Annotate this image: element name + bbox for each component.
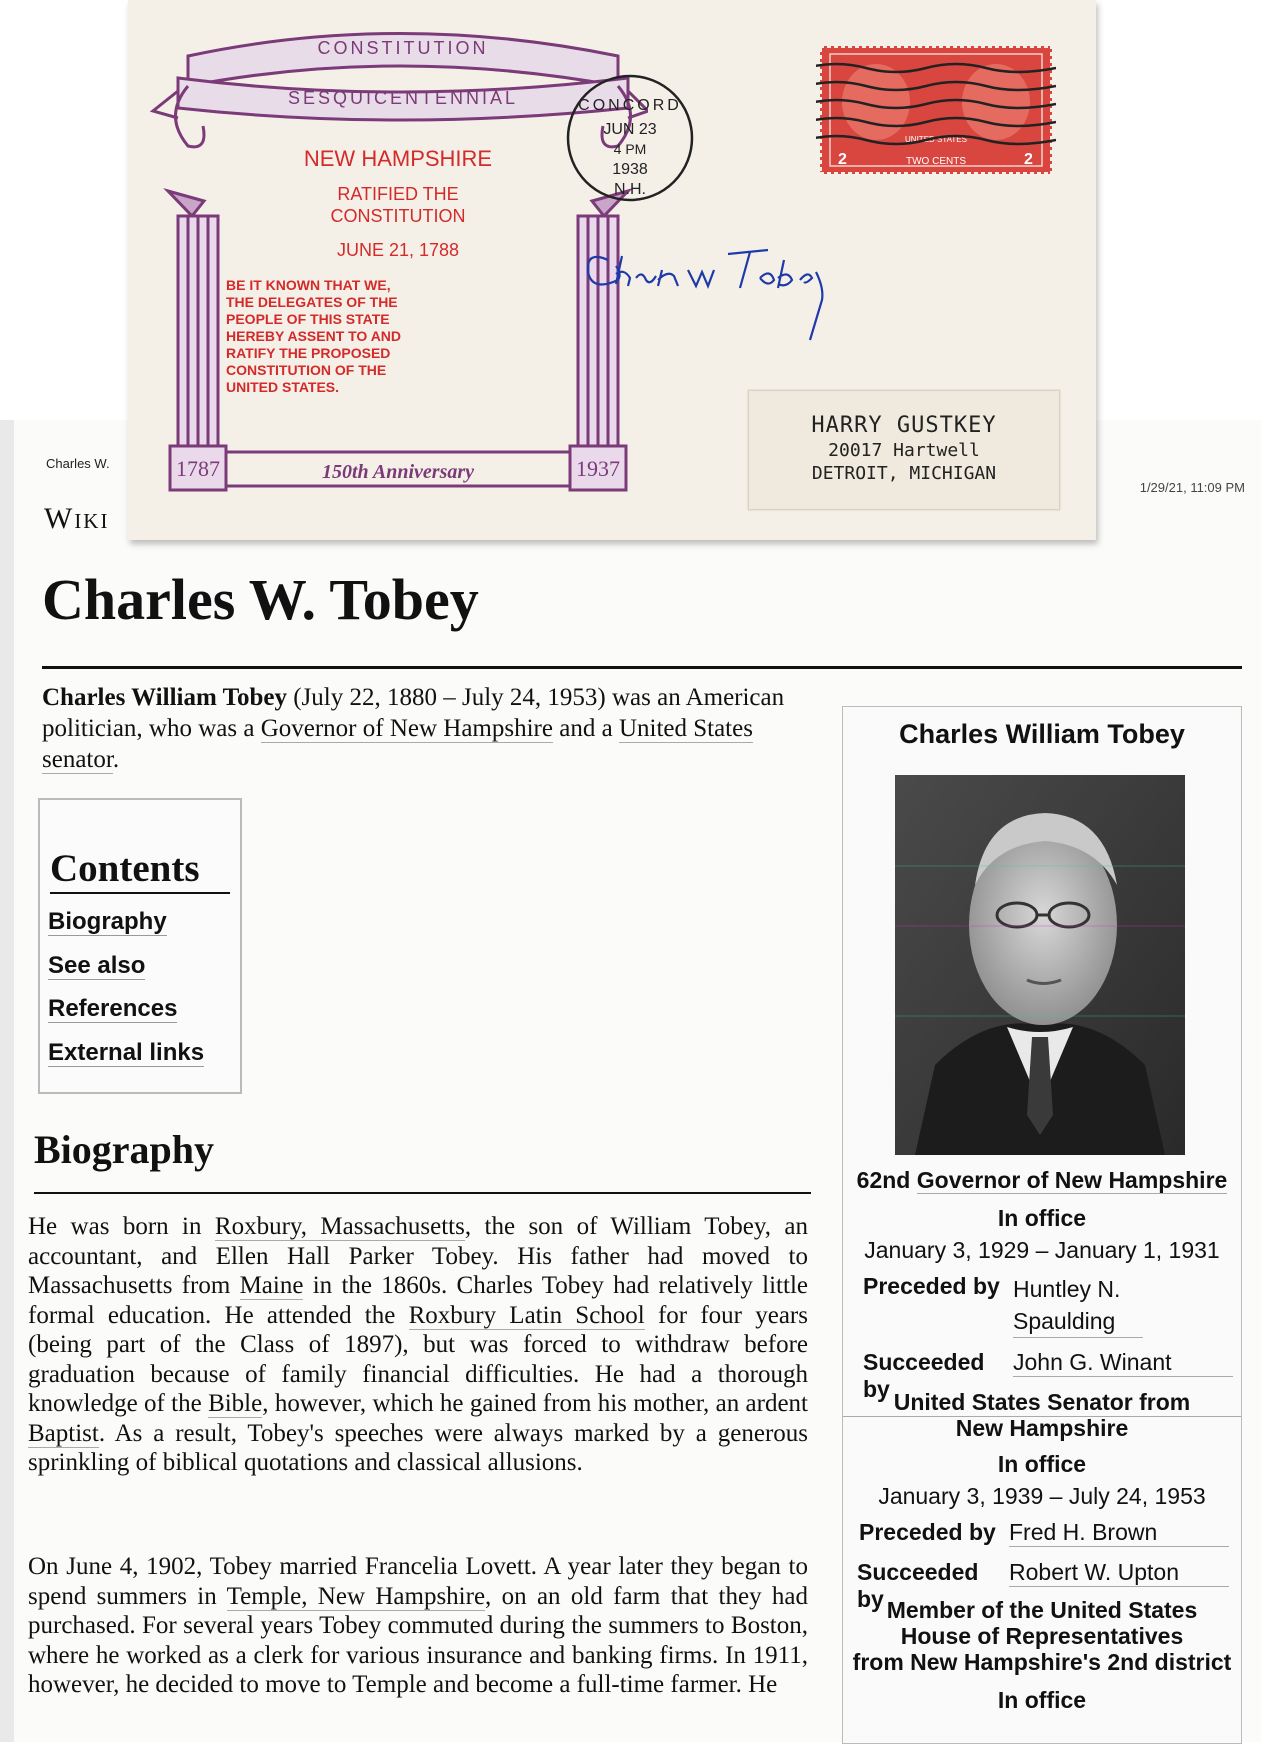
portrait-photo <box>895 775 1185 1155</box>
bio-text: He was born in <box>28 1213 215 1240</box>
title-divider <box>42 666 1242 669</box>
wiki-printout <box>0 420 1261 1742</box>
preceded-label: Preceded by <box>863 1273 1000 1299</box>
in-office-3: In office <box>997 1687 1087 1713</box>
biography-paragraph-2 <box>28 1552 808 1700</box>
first-day-cover-envelope <box>128 0 1096 540</box>
bio-text: . As a result, Tobey's speeches were always marked by a generous sprinkling of biblical quotations and classical allusions. <box>28 1419 808 1476</box>
toc-item-biography[interactable] <box>48 900 204 944</box>
succeeded-label: Succeeded by <box>857 1559 979 1612</box>
office-3-line-3[interactable]: from New Hampshire's 2nd district <box>852 1649 1232 1675</box>
lead-text: (July 22, 1880 – July 24, 1953) was an American politician, who was a <box>42 684 785 742</box>
banner-bottom-text: SESQUICENTENNIAL <box>287 88 519 108</box>
autograph-signature <box>578 230 838 350</box>
office-2-line-1[interactable]: United States Senator from <box>843 1389 1241 1417</box>
maine-link[interactable]: Maine <box>239 1272 304 1299</box>
cachet-date: JUNE 21, 1788 <box>336 240 460 260</box>
address-label <box>748 390 1060 510</box>
baptist-link[interactable]: Baptist <box>28 1419 99 1447</box>
toc-item-external-links[interactable] <box>48 1031 204 1075</box>
biography-paragraph-1 <box>28 1212 808 1478</box>
year-left: 1787 <box>176 456 220 481</box>
paper-edge <box>0 420 14 1742</box>
toc-item-label: Biography <box>48 908 167 935</box>
office-1 <box>843 1167 1241 1194</box>
address-city: DETROIT, MICHIGAN <box>811 463 997 484</box>
postmark-date: JUN 23 <box>603 121 657 138</box>
postmark-year: 1938 <box>612 161 648 178</box>
postmark-city: CONCORD <box>578 97 682 114</box>
proclamation-line: BE IT KNOWN THAT WE, <box>226 277 391 293</box>
cachet-state: NEW HAMPSHIRE <box>303 146 493 171</box>
stamp-value-right: 2 <box>1024 151 1033 168</box>
office-1-prefix: 62nd <box>856 1167 917 1193</box>
toc-title: Contents <box>50 847 200 890</box>
succeeded-label: Succeeded by <box>863 1349 985 1402</box>
lead-paragraph <box>42 682 832 775</box>
governor-link[interactable]: Governor of New Hampshire <box>260 715 553 742</box>
office-3-line-2[interactable]: House of Representatives <box>900 1623 1184 1649</box>
print-header-title: Charles W. <box>46 456 110 471</box>
postage-stamp <box>816 42 1056 178</box>
office-2-line-2[interactable]: New Hampshire <box>955 1415 1129 1441</box>
lead-text: and a <box>552 715 619 742</box>
infobox-title: Charles William Tobey <box>899 719 1185 749</box>
year-right: 1937 <box>576 456 620 481</box>
stamp-value-left: 2 <box>838 151 847 168</box>
in-office-2: In office <box>997 1451 1087 1477</box>
page-title: Charles W. Tobey <box>42 567 479 632</box>
proclamation-line: RATIFY THE PROPOSED <box>226 345 391 361</box>
toc-item-references[interactable] <box>48 987 204 1031</box>
proclamation-line: UNITED STATES. <box>226 379 340 395</box>
bible-link[interactable]: Bible <box>208 1390 263 1417</box>
biography-heading: Biography <box>34 1127 215 1172</box>
toc-list <box>48 900 204 1074</box>
roxbury-link[interactable]: Roxbury, Massachusetts <box>214 1213 465 1240</box>
preceded-label: Preceded by <box>859 1519 996 1545</box>
bio-text: , on an old farm that they had purchased. For several years Tobey commuted during the summers to Boston, where he worked as a clerk for various insurance and banking firms. In 1911, however, he decided to move to Temple and become a full-time farmer. He <box>28 1582 808 1698</box>
stamp-country: UNITED STATES <box>905 135 967 144</box>
stamp-denomination: TWO CENTS <box>906 156 966 167</box>
print-header-timestamp: 1/29/21, 11:09 PM <box>1139 480 1245 495</box>
cachet-line-1: RATIFIED THE <box>337 184 459 204</box>
proclamation-line: PEOPLE OF THIS STATE <box>226 311 390 327</box>
office-1-link[interactable]: Governor of New Hampshire <box>916 1167 1228 1193</box>
lead-subject-name: Charles William Tobey <box>42 684 287 711</box>
bio-text: for four years (being part of the Class of 1897), but was forced to withdraw before graduation because of family financial difficulties. He had a thorough knowledge of the <box>28 1301 808 1417</box>
banner-top-text: CONSTITUTION <box>317 38 489 58</box>
predecessor-link[interactable]: Huntley N. Spaulding <box>1013 1273 1143 1338</box>
anniversary-text: 150th Anniversary <box>321 461 475 483</box>
bio-text: , the son of William Tobey, an accountant, and Ellen Hall Parker Tobey. His father had moved to Massachusetts from <box>28 1213 808 1299</box>
proclamation-line: CONSTITUTION OF THE <box>226 362 387 378</box>
cachet-line-2: CONSTITUTION <box>330 206 466 226</box>
postmark-state: N.H. <box>614 181 646 198</box>
toc-divider <box>50 892 230 894</box>
table-of-contents <box>38 798 242 1094</box>
postmark-time: 4 PM <box>613 141 647 157</box>
roxbury-latin-link[interactable]: Roxbury Latin School <box>408 1301 645 1329</box>
predecessor-link[interactable]: Fred H. Brown <box>1009 1519 1229 1547</box>
infobox <box>842 706 1242 1744</box>
proclamation-line: HEREBY ASSENT TO AND <box>226 328 402 344</box>
toc-item-label: See also <box>48 951 146 979</box>
toc-item-label: External links <box>48 1038 205 1066</box>
office-3-line-1[interactable]: Member of the United States <box>886 1597 1198 1623</box>
temple-link[interactable]: Temple, New Hampshire <box>226 1582 486 1610</box>
successor-link[interactable]: John G. Winant <box>1013 1349 1233 1377</box>
senator-link[interactable]: United States senator <box>42 715 753 773</box>
bio-text: , however, which he gained from his mother, an ardent <box>262 1390 809 1417</box>
proclamation-line: THE DELEGATES OF THE <box>226 294 398 310</box>
address-name: HARRY GUSTKEY <box>811 413 997 438</box>
bio-text: On June 4, 1902, Tobey married Francelia Lovett. A year later they began to spend summers in <box>28 1553 808 1610</box>
toc-item-see-also[interactable] <box>48 944 204 988</box>
successor-link[interactable]: Robert W. Upton <box>1009 1559 1229 1587</box>
bio-text: in the 1860s. Charles Tobey had relatively little formal education. He attended the <box>28 1272 808 1329</box>
term-1: January 3, 1929 – January 1, 1931 <box>864 1237 1220 1263</box>
biography-divider <box>34 1192 811 1194</box>
lead-text: . <box>112 746 120 773</box>
in-office-1: In office <box>997 1205 1087 1231</box>
address-street: 20017 Hartwell <box>828 440 980 461</box>
wiki-wordmark: Wiki <box>44 502 110 535</box>
toc-item-label: References <box>48 995 178 1022</box>
term-2: January 3, 1939 – July 24, 1953 <box>878 1483 1206 1509</box>
cachet-proclamation <box>226 277 401 395</box>
